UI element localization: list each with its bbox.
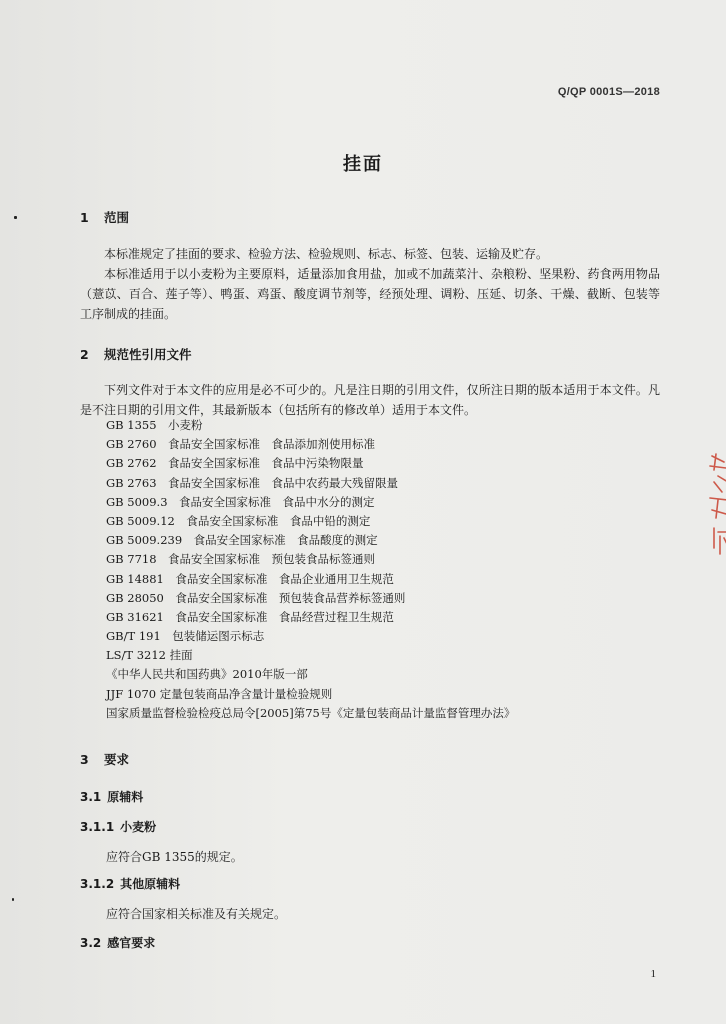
section-title: 感官要求 bbox=[107, 936, 156, 950]
section-3-heading bbox=[80, 750, 129, 768]
reference-item: GB 5009.239 食品安全国家标准 食品酸度的测定 bbox=[106, 533, 378, 548]
section-number: 3.1.1 bbox=[80, 820, 115, 834]
page-number: 1 bbox=[650, 968, 656, 980]
reference-item: GB 5009.3 食品安全国家标准 食品中水分的测定 bbox=[106, 494, 375, 509]
section-3-1-1-text: 应符合GB 1355的规定。 bbox=[106, 850, 243, 864]
section-3-2-heading bbox=[80, 934, 155, 951]
reference-item: GB 2760 食品安全国家标准 食品添加剂使用标准 bbox=[106, 437, 376, 452]
section-number: 3.1.2 bbox=[80, 877, 115, 891]
section-1-body bbox=[80, 244, 660, 324]
section-title: 范围 bbox=[104, 210, 130, 225]
section-1-heading bbox=[80, 208, 129, 226]
reference-item: GB 14881 食品安全国家标准 食品企业通用卫生规范 bbox=[106, 571, 394, 586]
reference-item: GB 2763 食品安全国家标准 食品中农药最大残留限量 bbox=[106, 475, 399, 490]
section-title: 其他原辅料 bbox=[120, 877, 181, 891]
section-number: 1 bbox=[80, 210, 89, 225]
section-title: 规范性引用文件 bbox=[104, 347, 192, 362]
reference-item: 《中华人民共和国药典》2010年版一部 bbox=[106, 667, 308, 682]
paragraph: 下列文件对于本文件的应用是必不可少的。凡是注日期的引用文件，仅所注日期的版本适用于本文件。凡是不注日期的引用文件，其最新版本（包括所有的修改单）适用于本文件。 bbox=[80, 383, 660, 417]
reference-item: GB 7718 食品安全国家标准 预包装食品标签通则 bbox=[106, 552, 376, 567]
section-number: 2 bbox=[80, 347, 89, 362]
section-3-1-2-text: 应符合国家相关标准及有关规定。 bbox=[106, 907, 287, 921]
seal-stamp-fragment bbox=[704, 448, 726, 568]
section-title: 原辅料 bbox=[107, 790, 144, 804]
section-2-heading bbox=[80, 345, 192, 363]
section-number: 3 bbox=[80, 752, 89, 767]
reference-item: LS/T 3212 挂面 bbox=[106, 648, 193, 663]
reference-item: GB 1355 小麦粉 bbox=[106, 418, 203, 432]
section-3-1-1-heading bbox=[80, 818, 156, 835]
reference-item: GB 5009.12 食品安全国家标准 食品中铅的测定 bbox=[106, 513, 371, 528]
reference-item: GB 2762 食品安全国家标准 食品中污染物限量 bbox=[106, 456, 364, 471]
section-title: 要求 bbox=[104, 752, 130, 767]
reference-item: GB 28050 食品安全国家标准 预包装食品营养标签通则 bbox=[106, 590, 406, 605]
scan-speck bbox=[12, 898, 14, 901]
section-title: 小麦粉 bbox=[120, 820, 157, 834]
reference-item: GB 31621 食品安全国家标准 食品经营过程卫生规范 bbox=[106, 609, 394, 624]
scan-speck bbox=[14, 216, 17, 219]
paragraph: 本标准规定了挂面的要求、检验方法、检验规则、标志、标签、包装、运输及贮存。 bbox=[104, 247, 549, 261]
reference-item: GB/T 191 包装储运图示标志 bbox=[106, 629, 265, 644]
reference-item: 国家质量监督检验检疫总局令[2005]第75号《定量包装商品计量监督管理办法》 bbox=[106, 705, 516, 720]
document-title: 挂面 bbox=[343, 154, 383, 175]
section-3-1-2-heading bbox=[80, 875, 180, 892]
reference-item: JJF 1070 定量包装商品净含量计量检验规则 bbox=[106, 686, 333, 701]
paragraph: 本标准适用于以小麦粉为主要原料，适量添加食用盐，加或不加蔬菜汁、杂粮粉、坚果粉、药食两用物品（薏苡、百合、莲子等）、鸭蛋、鸡蛋、酸度调节剂等，经预处理、调粉、压延、切条、干燥、截断、包装等工序制成的挂面。 bbox=[80, 267, 660, 321]
section-3-1-heading bbox=[80, 788, 143, 805]
reference-list bbox=[106, 416, 515, 723]
section-2-intro bbox=[80, 380, 660, 420]
standard-code: Q/QP 0001S—2018 bbox=[557, 86, 660, 98]
section-number: 3.1 bbox=[80, 790, 102, 804]
section-number: 3.2 bbox=[80, 936, 102, 950]
